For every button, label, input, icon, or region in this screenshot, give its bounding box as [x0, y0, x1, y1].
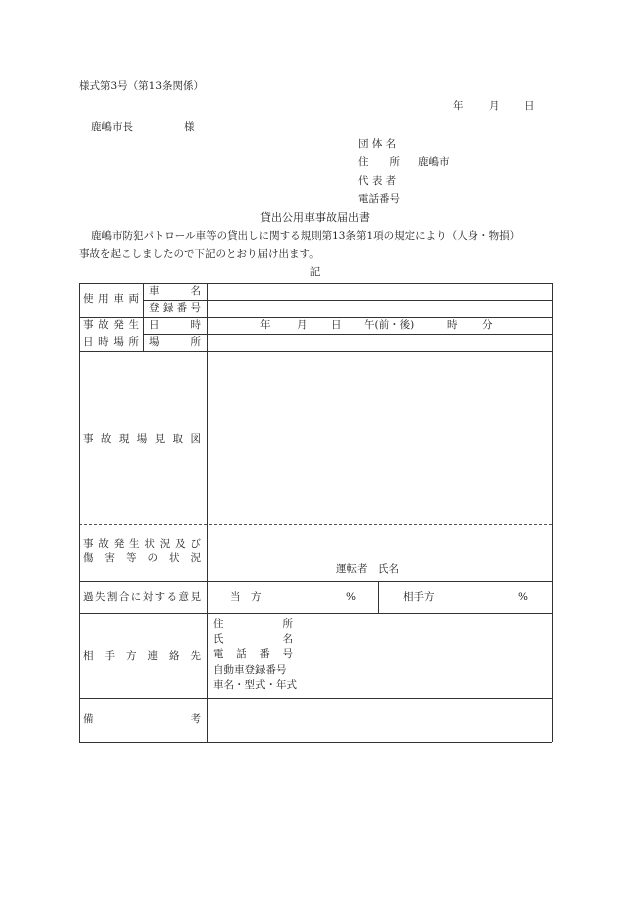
- situation-label-line-1: 事 故 発 生 状 況 及 び: [83, 538, 201, 550]
- registration-number-label: 登 録 番 号: [149, 302, 201, 314]
- ki-label: 記: [309, 266, 321, 278]
- form-number: 様式第3号（第13条関係）: [79, 80, 205, 92]
- representative-label: 代 表 者: [358, 175, 397, 187]
- place-label: 場 所: [149, 336, 201, 348]
- situation-label-line-2: 傷 害 等 の 状 況: [83, 552, 201, 564]
- vehicle-group-label: 使 用 車 両: [83, 293, 139, 305]
- vehicle-name-label: 車 名: [149, 285, 201, 297]
- remarks-label: 備 考: [83, 713, 201, 725]
- datetime-minute: 分: [482, 319, 493, 331]
- driver-name-label: 運転者 氏名: [336, 563, 399, 575]
- own-side-label: 当 方: [230, 591, 262, 603]
- datetime-year: 年: [260, 319, 271, 331]
- datetime-hour: 時: [447, 319, 458, 331]
- contact-vehicle-info-label: 車名・型式・年式: [213, 679, 297, 691]
- accident-sketch-label: 事 故 現 場 見 取 図: [83, 433, 201, 445]
- honorific: 様: [184, 121, 195, 133]
- document-title: 貸出公用車事故届出書: [260, 211, 370, 224]
- datetime-ampm: 午(前・後): [364, 319, 415, 331]
- group-name-label: 団 体 名: [358, 138, 397, 150]
- contact-phone-label: 電 話 番 号: [213, 648, 293, 660]
- occurrence-group-label-line-2: 日 時 場 所: [83, 336, 139, 348]
- datetime-month: 月: [297, 319, 308, 331]
- fault-ratio-label: 過 失 割 合 に 対 す る 意 見: [83, 591, 201, 603]
- contact-address-label: 住 所: [213, 618, 293, 630]
- contact-vehicle-registration-label: 自動車登録番号: [213, 664, 287, 676]
- occurrence-group-label-line-1: 事 故 発 生: [83, 319, 139, 331]
- date-year-label: 年: [453, 100, 464, 112]
- body-text-line-2: 事故を起こしましたので下記のとおり届け出ます。: [79, 248, 320, 260]
- datetime-label: 日 時: [149, 319, 201, 331]
- date-day-label: 日: [524, 100, 535, 112]
- datetime-day: 日: [331, 319, 342, 331]
- body-text-line-1: 鹿嶋市防犯パトロール車等の貸出しに関する規則第13条第1項の規定により（人身・物損）: [91, 230, 521, 242]
- address-label: 住 所: [358, 156, 400, 168]
- other-party-contact-label: 相 手 方 連 絡 先: [83, 650, 201, 662]
- addressee: 鹿嶋市長: [91, 121, 133, 133]
- date-month-label: 月: [489, 100, 500, 112]
- other-side-percent: %: [518, 591, 528, 603]
- own-side-percent: %: [346, 591, 356, 603]
- phone-label: 電話番号: [358, 193, 400, 205]
- address-value: 鹿嶋市: [418, 156, 450, 168]
- contact-name-label: 氏 名: [213, 633, 293, 645]
- other-side-label: 相手方: [403, 591, 435, 603]
